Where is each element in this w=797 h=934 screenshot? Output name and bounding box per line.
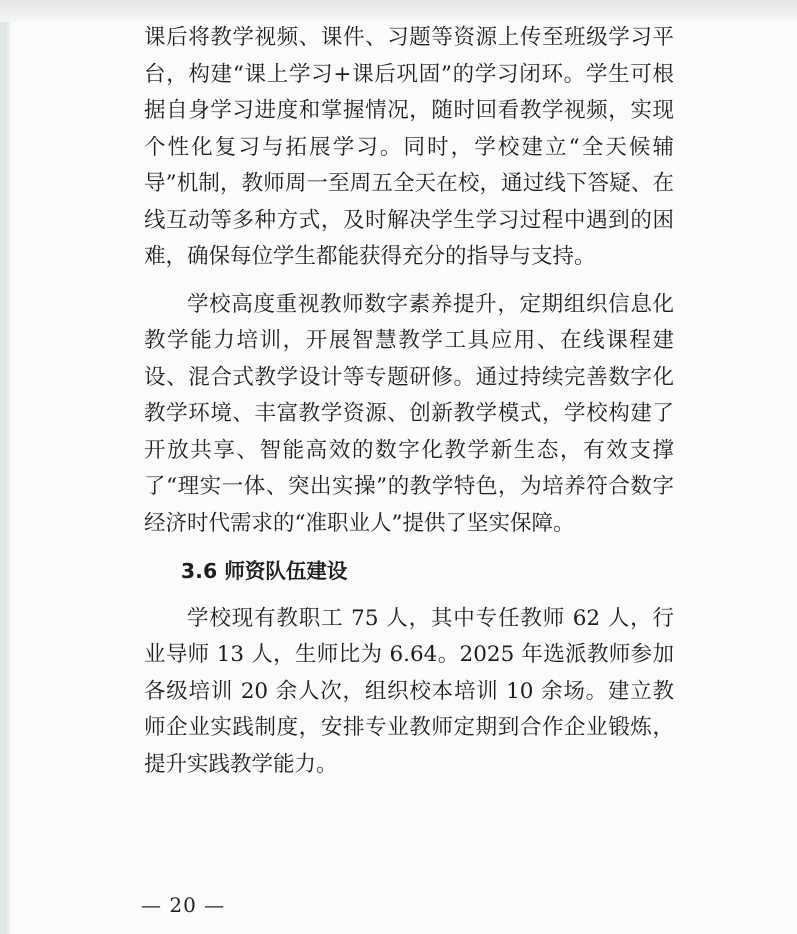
paragraph-1: 课后将教学视频、课件、习题等资源上传至班级学习平台，构建“课上学习+课后巩固”的学习闭环。学生可根据自身学习进度和掌握情况，随时回看教学视频，实现个性化复习与拓展学习。同时，学校建立“全天候辅导”机制，教师周一至周五全天在校，通过线下答疑、在线互动等多种方式，及时解决学生学习过程中遇到的困难，确保每位学生都能获得充分的指导与支持。 [144, 25, 674, 269]
page-frame-edge [0, 0, 7, 934]
top-shadow [0, 0, 797, 22]
document-body [144, 20, 674, 783]
section-paragraph: 学校现有教职工 75 人，其中专任教师 62 人，行业导师 13 人，生师比为 6.64。2025 年选派教师参加各级培训 20 余人次，组织校本培训 10 余场。建立教师企业实践制度，安排专业教师定期到合作企业锻炼，提升实践教学能力。 [144, 605, 674, 777]
page-number: — 20 — [141, 893, 226, 917]
paragraph-2: 学校高度重视教师数字素养提升，定期组织信息化教学能力培训，开展智慧教学工具应用、在线课程建设、混合式教学设计等专题研修。通过持续完善数字化教学环境、丰富教学资源、创新教学模式，学校构建了开放共享、智能高效的数字化教学新生态，有效支撑了“理实一体、突出实操”的教学特色，为培养符合数字经济时代需求的“准职业人”提供了坚实保障。 [144, 291, 674, 536]
section-heading: 3.6 师资队伍建设 [180, 559, 348, 583]
